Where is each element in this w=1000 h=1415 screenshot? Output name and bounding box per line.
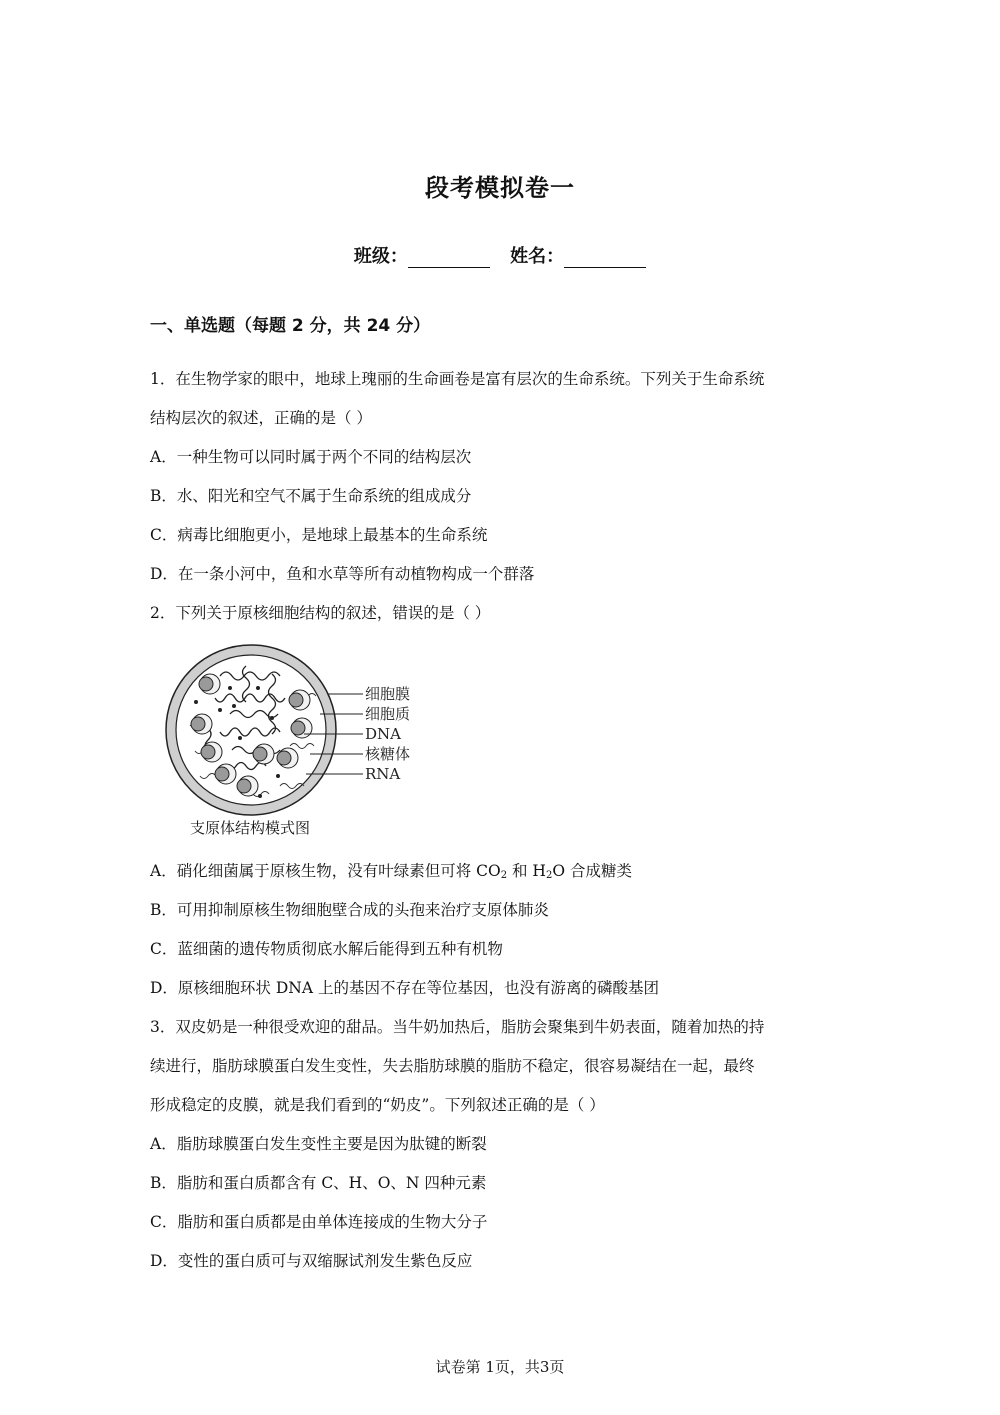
class-blank [408,249,490,268]
figure-caption: 支原体结构模式图 [190,819,311,837]
label-dna: DNA [365,725,401,743]
q1-option-d: D．在一条小河中，鱼和水草等所有动植物构成一个群落 [150,565,535,583]
q2-option-a: A．硝化细菌属于原核生物，没有叶绿素但可将 $CO_2$ 和 $H_2O$ 合成糖类 [150,862,632,881]
label-rna: RNA [365,765,401,783]
q3-option-d: D．变性的蛋白质可与双缩脲试剂发生紫色反应 [150,1252,473,1270]
label-cytoplasm: 细胞质 [365,705,411,723]
q1-option-a: A．一种生物可以同时属于两个不同的结构层次 [150,448,472,466]
q3-option-c: C．脂肪和蛋白质都是由单体连接成的生物大分子 [150,1213,488,1231]
label-ribosome: 核糖体 [365,745,411,763]
q3-stem-line3: 形成稳定的皮膜，就是我们看到的“奶皮”。下列叙述正确的是（ ） [150,1096,605,1114]
q1-stem-line2: 结构层次的叙述，正确的是（ ） [150,409,372,427]
class-label: 班级： [353,246,408,267]
q1-stem-line1: 1．在生物学家的眼中，地球上瑰丽的生命画卷是富有层次的生命系统。下列关于生命系统 [150,370,765,388]
q2-option-b: B．可用抑制原核生物细胞壁合成的头孢来治疗支原体肺炎 [150,901,549,919]
page-footer: 试卷第 1页，共3页 [435,1358,565,1376]
name-blank [564,249,646,268]
q3-stem-line1: 3．双皮奶是一种很受欢迎的甜品。当牛奶加热后，脂肪会聚集到牛奶表面，随着加热的持 [150,1018,765,1036]
name-label: 姓名： [510,246,565,267]
mycoplasma-diagram [160,636,430,841]
label-cell-membrane: 细胞膜 [365,685,411,703]
q2-option-d: D．原核细胞环状 DNA 上的基因不存在等位基因，也没有游离的磷酸基团 [150,979,659,997]
q2-option-c: C．蓝细菌的遗传物质彻底水解后能得到五种有机物 [150,940,503,958]
q1-option-c: C．病毒比细胞更小，是地球上最基本的生命系统 [150,526,488,544]
q3-option-a: A．脂肪球膜蛋白发生变性主要是因为肽键的断裂 [150,1135,487,1153]
page-title: 段考模拟卷一 [425,174,575,202]
q1-option-b: B．水、阳光和空气不属于生命系统的组成成分 [150,487,472,505]
q3-option-b: B．脂肪和蛋白质都含有 C、H、O、N 四种元素 [150,1174,487,1192]
q3-stem-line2: 续进行，脂肪球膜蛋白发生变性，失去脂肪球膜的脂肪不稳定，很容易凝结在一起，最终 [150,1057,755,1075]
q2-stem: 2．下列关于原核细胞结构的叙述，错误的是（ ） [150,604,491,622]
student-info-row [0,242,1000,268]
section-heading: 一、单选题（每题 2 分，共 24 分） [150,316,431,336]
